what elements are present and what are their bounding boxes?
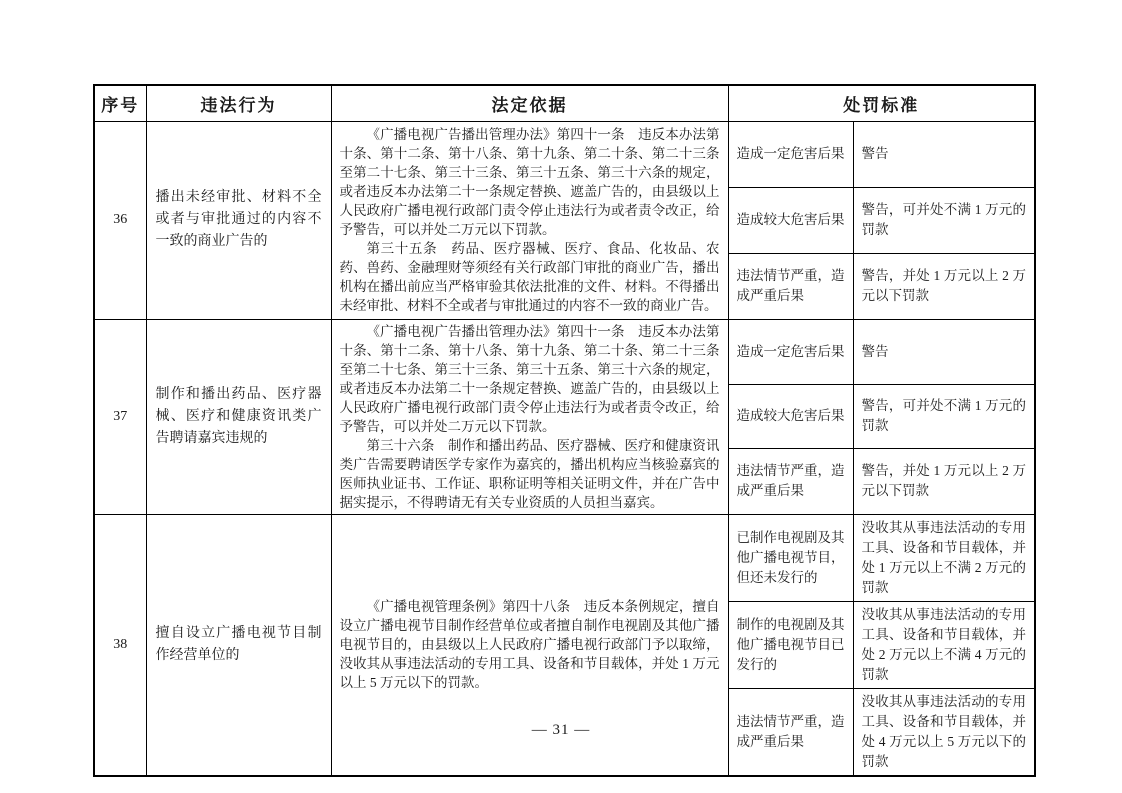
table-row — [94, 319, 1035, 385]
penalty-standard-cell: 警告，可并处不满 1 万元的罚款 — [853, 187, 1035, 253]
penalty-condition-cell: 违法情节严重，造成严重后果 — [728, 253, 853, 319]
behavior-cell: 播出未经审批、材料不全或者与审批通过的内容不一致的商业广告的 — [146, 121, 331, 319]
legal-basis-paragraph: 《广播电视广告播出管理办法》第四十一条 违反本办法第十条、第十二条、第十八条、第十九条、第二十条、第二十三条至第二十七条、第三十三条、第三十五条、第三十六条的规定，或者违反本办法第二十一条规定替换、遮盖广告的，由县级以上人民政府广播电视行政部门责令停止违法行为或者责令改正，给予警告，可以并处二万元以下罚款。 — [339, 127, 720, 237]
legal-basis-paragraph: 《广播电视管理条例》第四十八条 违反本条例规定，擅自设立广播电视节目制作经营单位或者擅自制作电视剧及其他广播电视节目的，由县级以上人民政府广播电视行政部门予以取缔，没收其从事违法活动的专用工具、设备和节目载体，并处 1 万元以上 5 万元以下的罚款。 — [339, 599, 720, 690]
legal-basis-paragraph: 第三十五条 药品、医疗器械、医疗、食品、化妆品、农药、兽药、金融理财等须经有关行政部门审批的商业广告，播出机构在播出前应当严格审验其依法批准的文件、材料。不得播出未经审批、材料不全或者与审批通过的内容不一致的商业广告。 — [339, 241, 720, 313]
page-number: — 31 — — [531, 722, 591, 738]
penalty-table — [93, 84, 1036, 777]
legal-basis-cell — [331, 319, 728, 514]
legal-basis-paragraph: 第三十六条 制作和播出药品、医疗器械、医疗和健康资讯类广告需要聘请医学专家作为嘉宾的，播出机构应当核验嘉宾的医师执业证书、工作证、职称证明等相关证明文件，并在广告中据实提示，不得聘请无有关专业资质的人员担当嘉宾。 — [339, 437, 720, 510]
row-number-cell: 36 — [94, 121, 146, 319]
penalty-standard-cell: 警告，并处 1 万元以上 2 万元以下罚款 — [853, 448, 1035, 514]
penalty-condition-cell: 造成一定危害后果 — [728, 121, 853, 187]
penalty-standard-cell: 没收其从事违法活动的专用工具、设备和节目载体，并处 4 万元以上 5 万元以下的罚款 — [853, 688, 1035, 776]
penalty-standard-cell: 警告，并处 1 万元以上 2 万元以下罚款 — [853, 253, 1035, 319]
table-row — [94, 514, 1035, 601]
penalty-condition-cell: 违法情节严重，造成严重后果 — [728, 688, 853, 776]
header-col-penalty: 处罚标准 — [728, 85, 1035, 121]
header-col-number: 序号 — [94, 85, 146, 121]
penalty-condition-cell: 制作的电视剧及其他广播电视节目已发行的 — [728, 601, 853, 688]
penalty-condition-cell: 违法情节严重，造成严重后果 — [728, 448, 853, 514]
row-number-cell: 38 — [94, 514, 146, 776]
penalty-condition-cell: 造成较大危害后果 — [728, 385, 853, 449]
table-body — [94, 121, 1035, 776]
penalty-standard-cell: 警告，可并处不满 1 万元的罚款 — [853, 385, 1035, 449]
header-col-behavior: 违法行为 — [146, 85, 331, 121]
penalty-standard-cell: 警告 — [853, 319, 1035, 385]
penalty-condition-cell: 造成较大危害后果 — [728, 187, 853, 253]
penalty-standard-cell: 警告 — [853, 121, 1035, 187]
row-number-cell: 37 — [94, 319, 146, 514]
behavior-cell: 擅自设立广播电视节目制作经营单位的 — [146, 514, 331, 776]
penalty-standard-cell: 没收其从事违法活动的专用工具、设备和节目载体，并处 1 万元以上不满 2 万元的罚款 — [853, 514, 1035, 601]
legal-basis-paragraph: 《广播电视广告播出管理办法》第四十一条 违反本办法第十条、第十二条、第十八条、第十九条、第二十条、第二十三条至第二十七条、第三十三条、第三十五条、第三十六条的规定，或者违反本办法第二十一条规定替换、遮盖广告的，由县级以上人民政府广播电视行政部门责令停止违法行为或者责令改正，给予警告，可以并处二万元以下罚款。 — [339, 323, 720, 434]
behavior-cell: 制作和播出药品、医疗器械、医疗和健康资讯类广告聘请嘉宾违规的 — [146, 319, 331, 514]
penalty-condition-cell: 已制作电视剧及其他广播电视节目，但还未发行的 — [728, 514, 853, 601]
table-row — [94, 121, 1035, 187]
penalty-condition-cell: 造成一定危害后果 — [728, 319, 853, 385]
penalty-standard-cell: 没收其从事违法活动的专用工具、设备和节目载体，并处 2 万元以上不满 4 万元的罚款 — [853, 601, 1035, 688]
header-row — [94, 85, 1035, 121]
header-col-legal-basis: 法定依据 — [331, 85, 728, 121]
legal-basis-cell — [331, 121, 728, 319]
